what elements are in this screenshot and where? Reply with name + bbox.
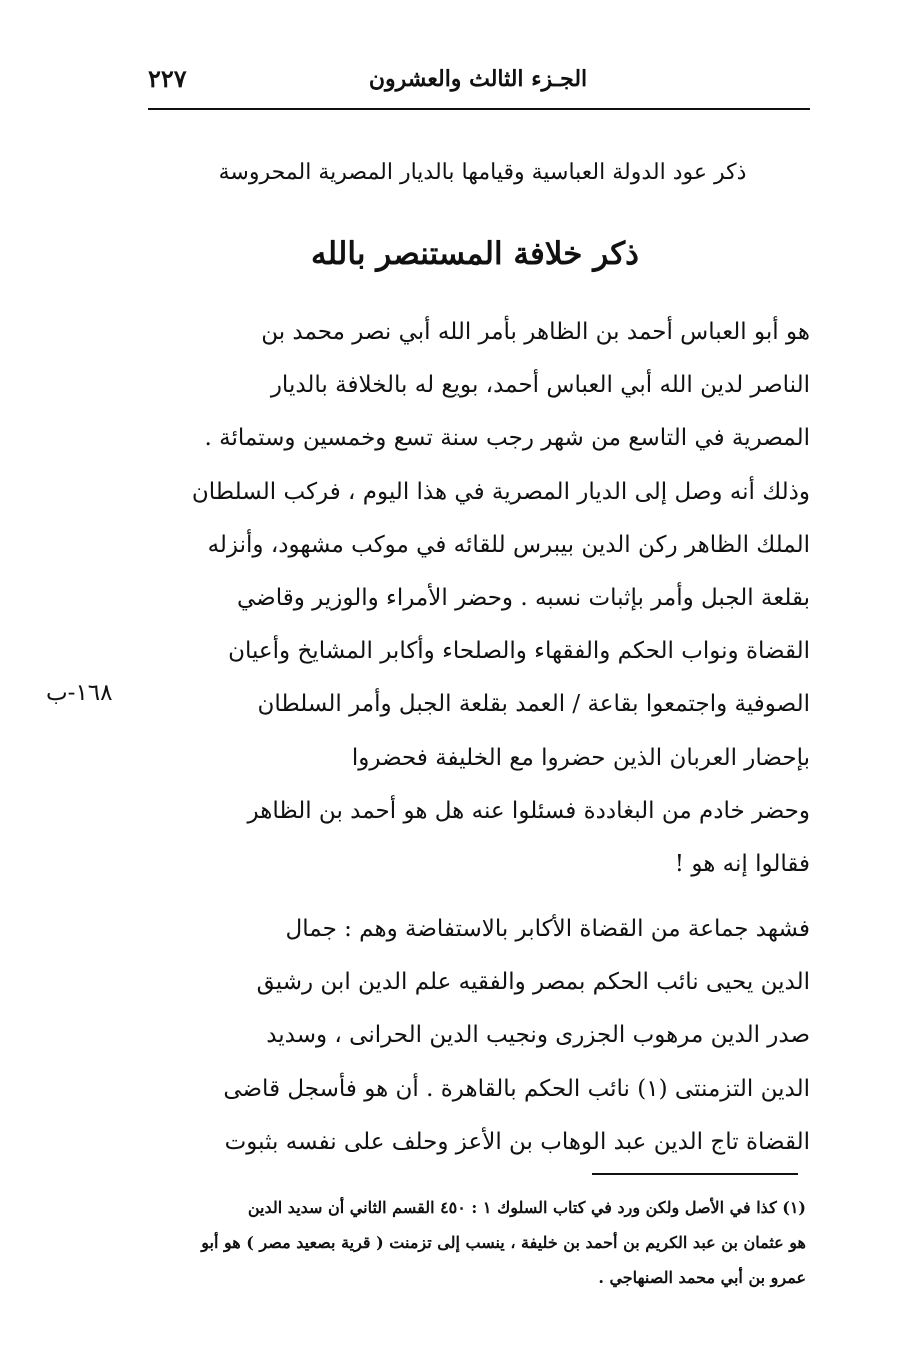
header-divider	[148, 108, 810, 110]
section-title: ذكر خلافة المستنصر بالله	[311, 236, 639, 272]
body-paragraph-2: فشهد جماعة من القضاة الأكابر بالاستفاضة وهم : جمال الدين يحيى نائب الحكم بمصر والفقيه علم الدين ابن رشيق صدر الدين مرهوب الجزرى ونجيب الدين الحرانى ، وسديد الدين التزمنتى (١) نائب الحكم بالقاهرة . أن هو فأسجل قاضى القضاة تاج الدين عبد الوهاب بن الأعز وحلف على نفسه بثبوت	[223, 916, 810, 1155]
folio-margin-note: ١٦٨-ب	[46, 680, 113, 706]
footnote-divider	[592, 1173, 798, 1175]
section-subtitle: ذكر عود الدولة العباسية وقيامها بالديار المصرية المحروسة	[218, 160, 747, 185]
running-head: الجـزء الثالث والعشرون	[368, 66, 588, 92]
footnote: (١) كذا في الأصل ولكن ورد في كتاب السلوك ١ : ٤٥٠ القسم الثاني أن سديد الدين هو عثمان بن عبد الكريم بن أحمد بن خليفة ، ينسب إلى تزمنت ( قرية بصعيد مصر ) هو أبو عمرو بن أبي محمد الصنهاجي .	[201, 1198, 806, 1287]
body-paragraph-1: هو أبو العباس أحمد بن الظاهر بأمر الله أبي نصر محمد بن الناصر لدين الله أبي العباس أحمد، بويع له بالخلافة بالديار المصرية في التاسع من شهر رجب سنة تسع وخمسين وستمائة . وذلك أنه وصل إلى الديار المصرية في هذا اليوم ، فركب السلطان الملك الظاهر ركن الدين بيبرس للقائه في موكب مشهود، وأنزله بقلعة الجبل وأمر بإثبات نسبه . وحضر الأمراء والوزير وقاضي القضاة ونواب الحكم والفقهاء والصلحاء وأكابر المشايخ وأعيان الصوفية واجتمعوا بقاعة / العمد بقلعة الجبل وأمر السلطان بإحضار العربان الذين حضروا مع الخليفة فحضروا وحضر خادم من البغاددة فسئلوا عنه هل هو أحمد بن الظاهر فقالوا إنه هو !	[191, 319, 810, 878]
page-number: ٢٢٧	[148, 64, 187, 93]
page-header	[148, 62, 810, 110]
